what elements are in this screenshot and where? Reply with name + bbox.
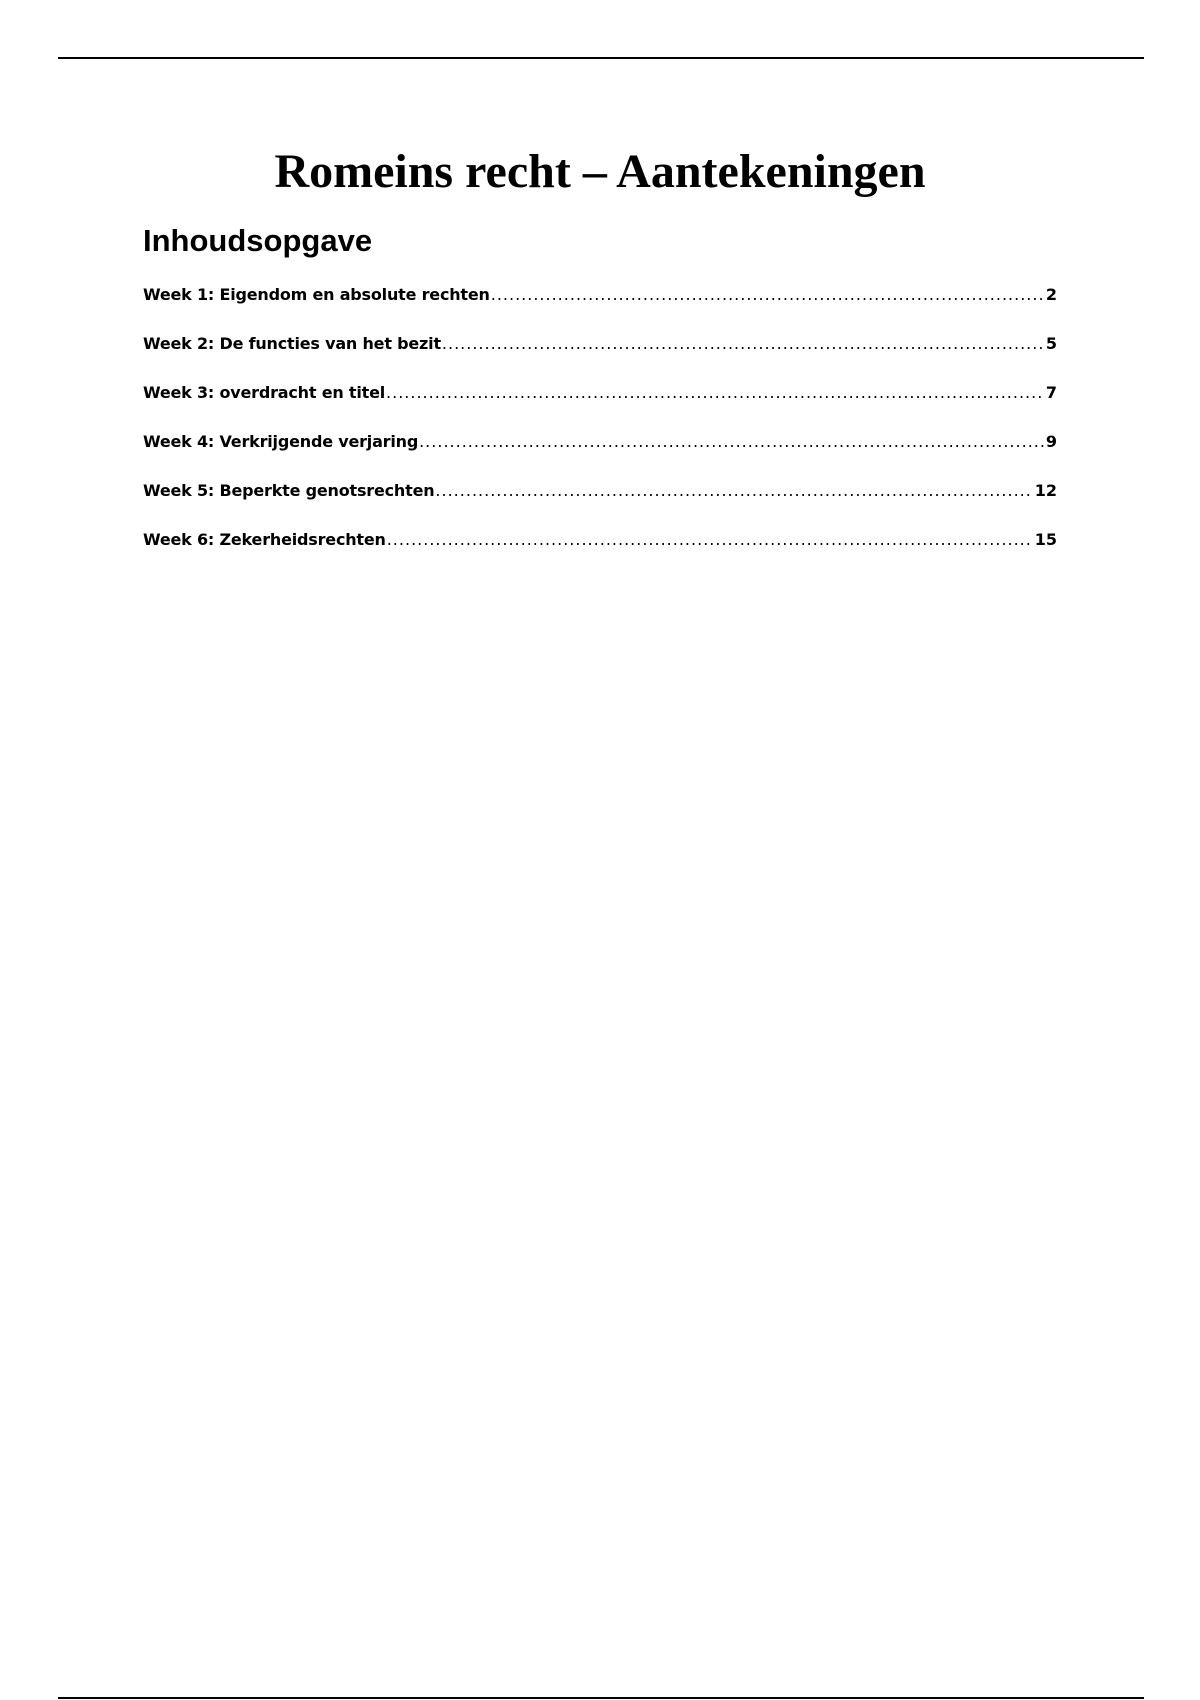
toc-entry-week-1[interactable]	[143, 283, 1057, 332]
toc-entry-week-6[interactable]	[143, 528, 1057, 577]
table-of-contents	[143, 283, 1057, 577]
toc-entry-page: 15	[1034, 530, 1057, 549]
toc-dot-leader	[419, 430, 1044, 454]
toc-dot-leader	[387, 528, 1033, 552]
toc-entry-label: Week 3: overdracht en titel	[143, 383, 386, 402]
toc-entry-page: 12	[1034, 481, 1057, 500]
toc-heading: Inhoudsopgave	[143, 223, 373, 258]
toc-entry-week-5[interactable]	[143, 479, 1057, 528]
toc-dot-leader	[435, 479, 1032, 503]
header-rule	[58, 57, 1144, 59]
toc-dot-leader	[491, 283, 1044, 307]
toc-entry-label: Week 1: Eigendom en absolute rechten	[143, 285, 490, 304]
footer-rule	[58, 1697, 1144, 1699]
toc-entry-week-2[interactable]	[143, 332, 1057, 381]
toc-entry-week-3[interactable]	[143, 381, 1057, 430]
toc-entry-page: 5	[1045, 334, 1057, 353]
toc-entry-label: Week 2: De functies van het bezit	[143, 334, 441, 353]
toc-entry-page: 9	[1045, 432, 1057, 451]
toc-entry-page: 7	[1045, 383, 1057, 402]
toc-entry-label: Week 4: Verkrijgende verjaring	[143, 432, 419, 451]
toc-entry-page: 2	[1045, 285, 1057, 304]
toc-dot-leader	[386, 381, 1044, 405]
toc-entry-label: Week 6: Zekerheidsrechten	[143, 530, 386, 549]
toc-dot-leader	[442, 332, 1044, 356]
document-title: Romeins recht – Aantekeningen	[274, 145, 926, 198]
toc-entry-week-4[interactable]	[143, 430, 1057, 479]
toc-entry-label: Week 5: Beperkte genotsrechten	[143, 481, 435, 500]
